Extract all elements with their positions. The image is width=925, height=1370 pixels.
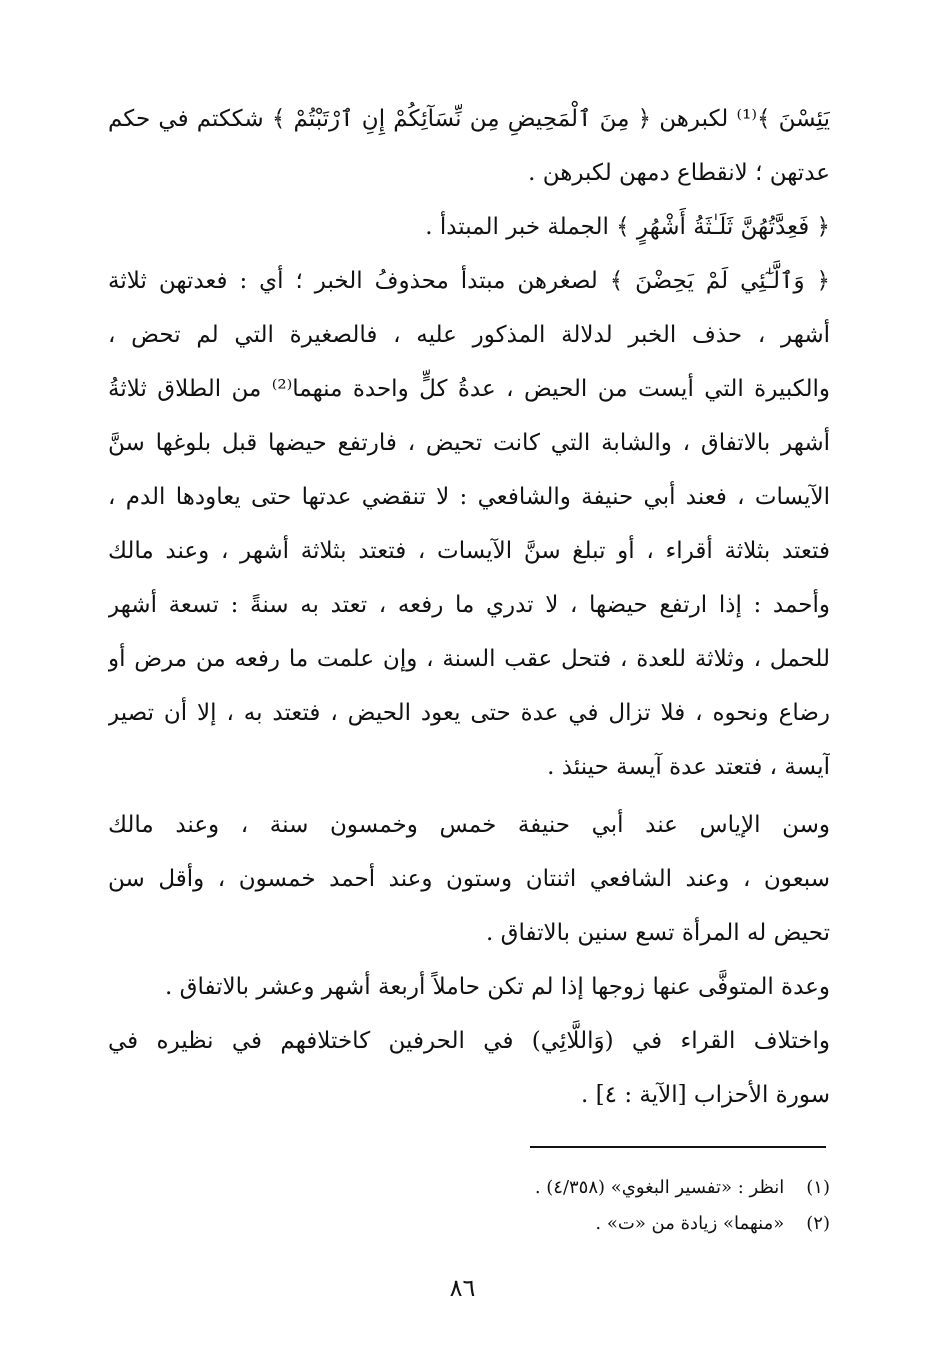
text-line: وسن الإياس عند أبي حنيفة خمس وخمسون سنة ، وعند مالك [108, 812, 830, 838]
text-line: فتعتد بثلاثة أقراء ، أو تبلغ سنَّ الآيسات ، فتعتد بثلاثة أشهر ، وعند مالك [108, 538, 830, 564]
text-line: أشهر بالاتفاق ، والشابة التي كانت تحيض ، فارتفع حيضها قبل بلوغها سنَّ [108, 430, 830, 456]
text-line: والكبيرة التي أيست من الحيض ، عدةُ كلٍّ واحدة منهما⁽²⁾ من الطلاق ثلاثةُ [108, 376, 830, 402]
main-text [108, 92, 830, 1122]
text-line: ﴿ فَعِدَّتُهُنَّ ثَلَـٰثَةُ أَشْهُرٍ ﴾ الجملة خبر المبتدأ . [425, 214, 830, 240]
text-line: وأحمد : إذا ارتفع حيضها ، لا تدري ما رفعه ، تعتد به سنةً : تسعة أشهر [108, 592, 830, 618]
text-line: واختلاف القراء في (وَاللَّائِي) في الحرفين كاختلافهم في نظيره في [108, 1028, 830, 1054]
text-line: عدتهن ؛ لانقطاع دمهن لكبرهن . [528, 160, 830, 186]
text-line: سبعون ، وعند الشافعي اثنتان وستون وعند أحمد خمسون ، وأقل سن [108, 866, 830, 892]
text-line: رضاع ونحوه ، فلا تزال في عدة حتى يعود الحيض ، فتعتد به ، إلا أن تصير [108, 700, 830, 726]
footnote [108, 1170, 830, 1206]
text-line: تحيض له المرأة تسع سنين بالاتفاق . [486, 920, 830, 946]
footnote-number: (٢) [806, 1213, 830, 1234]
text-line: للحمل ، وثلاثة للعدة ، فتحل عقب السنة ، وإن علمت ما رفعه من مرض أو [108, 646, 830, 672]
footnote-number: (١) [806, 1177, 830, 1198]
text-line: يَئِسْنَ ﴾⁽¹⁾ لكبرهن ﴿ مِنَ ٱلْمَحِيضِ مِن نِّسَآئِكُمْ إِنِ ٱرْتَبْتُمْ ﴾ شككتم في حكم [108, 106, 830, 132]
text-line: سورة الأحزاب [الآية : ٤] . [581, 1082, 830, 1108]
footnote-text: «منهما» زيادة من «ت» . [595, 1213, 785, 1234]
text-line: أشهر ، حذف الخبر لدلالة المذكور عليه ، فالصغيرة التي لم تحض ، [108, 322, 830, 348]
text-line: الآيسات ، فعند أبي حنيفة والشافعي : لا تنقضي عدتها حتى يعاودها الدم ، [108, 484, 830, 510]
text-line: آيسة ، فتعتد عدة آيسة حينئذ . [547, 754, 830, 780]
footnote-separator [530, 1146, 826, 1148]
footnote [108, 1206, 830, 1242]
text-line: وعدة المتوفَّى عنها زوجها إذا لم تكن حاملاً أربعة أشهر وعشر بالاتفاق . [165, 974, 830, 1000]
footnotes [108, 1170, 830, 1242]
footnote-text: انظر : «تفسير البغوي» (٤/٣٥٨) . [534, 1177, 785, 1198]
page-number: ٨٦ [449, 1274, 476, 1302]
text-line: ﴿ وَٱلَّـٰٓئِي لَمْ يَحِضْنَ ﴾ لصغرهن مبتدأ محذوفُ الخبر ؛ أي : فعدتهن ثلاثة [108, 268, 830, 294]
